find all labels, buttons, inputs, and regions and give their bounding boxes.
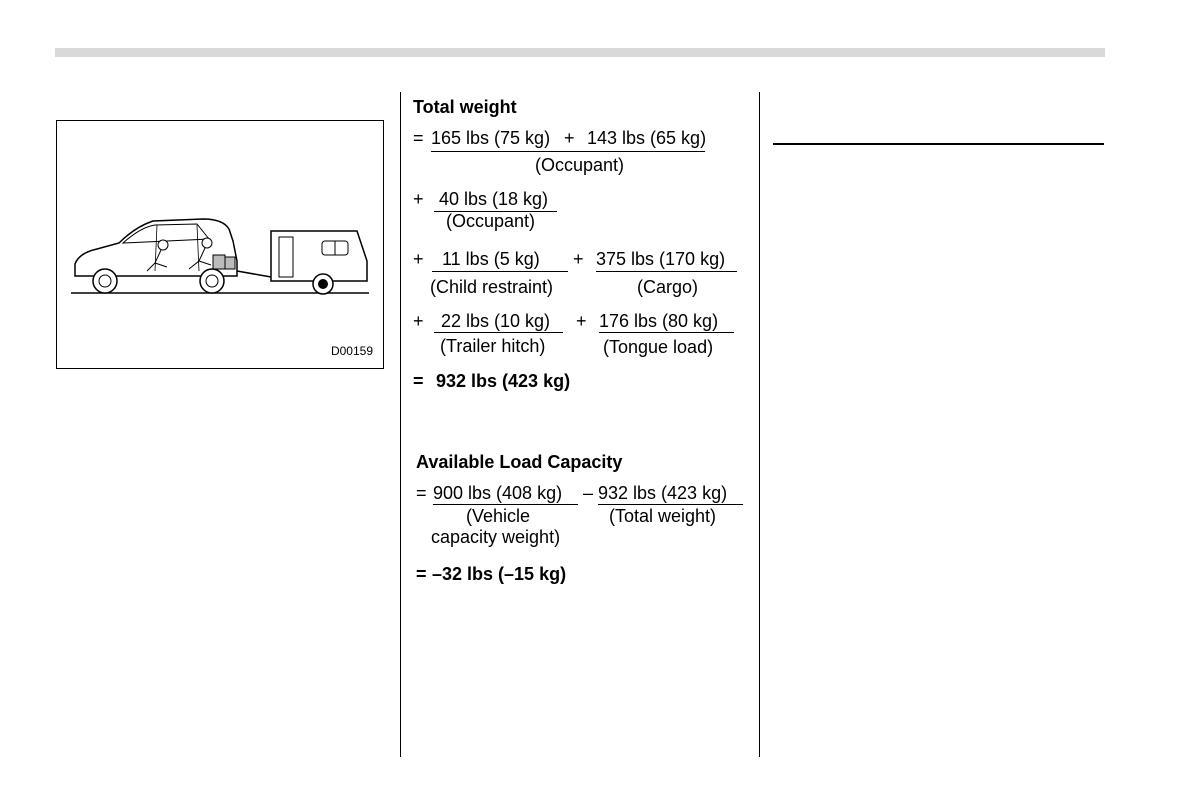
line1-label: (Occupant) [535,155,625,175]
line4-value-b: 176 lbs (80 kg) [599,311,719,331]
available-underline-a [433,504,578,505]
available-eq: = [416,483,427,503]
line3-plus: + [413,249,424,269]
line1-value-a: 165 lbs (75 kg) [431,128,551,148]
available-load-result: –32 lbs (–15 kg) [432,564,567,584]
vehicle-towing-trailer-illustration [57,121,383,368]
available-result-eq: = [416,564,427,584]
available-underline-b [598,504,743,505]
available-value-a: 900 lbs (408 kg) [433,483,563,503]
right-column-rule [773,143,1104,145]
figure-box [56,120,384,369]
line4-underline-b [599,332,734,333]
figure-code: D00159 [330,344,373,358]
line2-value: 40 lbs (18 kg) [439,189,549,209]
line1-value-b: 143 lbs (65 kg) [587,128,707,148]
line1-plus: + [564,128,575,148]
line4-label-b: (Tongue load) [603,337,714,357]
line4-underline-a [434,332,563,333]
line3-underline-b [596,271,737,272]
header-rule [55,48,1105,57]
line3-value-a: 11 lbs (5 kg) [442,249,540,269]
line3-label-a: (Child restraint) [430,277,554,297]
available-label-a-line2: capacity weight) [431,527,561,547]
available-minus: – [583,483,594,503]
line4-plus: + [413,311,424,331]
line2-plus: + [413,189,424,209]
line3-plus2: + [573,249,584,269]
available-label-a-line1: (Vehicle [466,506,531,526]
line3-underline-a [432,271,568,272]
column-divider-left [400,92,401,757]
column-divider-right [759,92,760,757]
available-label-b: (Total weight) [609,506,717,526]
line3-label-b: (Cargo) [637,277,699,297]
line4-value-a: 22 lbs (10 kg) [441,311,551,331]
total-weight-heading: Total weight [413,97,517,117]
line2-label: (Occupant) [446,211,536,231]
available-value-b: 932 lbs (423 kg) [598,483,728,503]
line1-eq: = [413,128,424,148]
line4-label-a: (Trailer hitch) [440,336,546,356]
line4-plus2: + [576,311,587,331]
line3-value-b: 375 lbs (170 kg) [596,249,726,269]
available-load-heading: Available Load Capacity [416,452,623,472]
line1-underline [431,151,705,152]
total-result-eq: = [413,371,424,391]
total-weight-result: 932 lbs (423 kg) [436,371,571,391]
